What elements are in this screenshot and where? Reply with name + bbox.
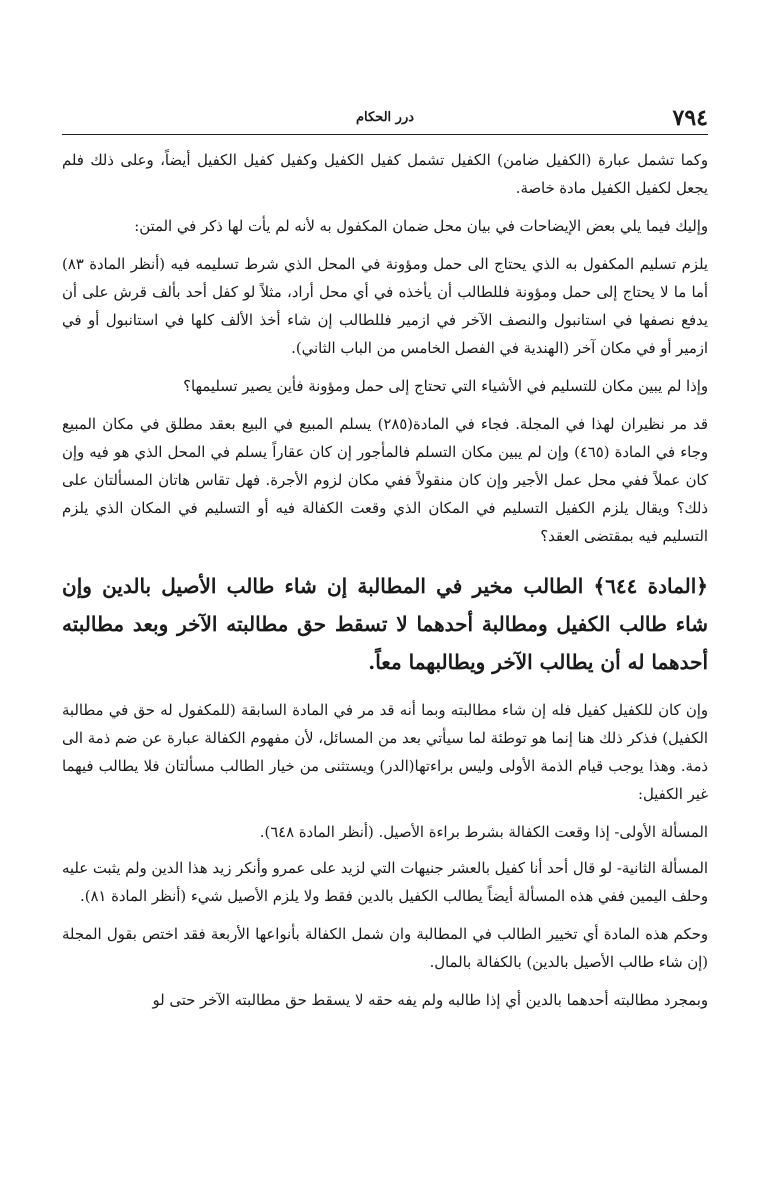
page-body [62, 135, 708, 1015]
page-number: ٧٩٤ [672, 105, 708, 131]
commentary-paragraph: وبمجرد مطالبته أحدهما بالدين أي إذا طالبه ولم يفه حقه لا يسقط حق مطالبته الآخر حتى لو [152, 992, 708, 1009]
running-title: درر الحكام [355, 110, 415, 125]
article-text: الطالب مخير في المطالبة إن شاء طالب الأصيل بالدين وإن شاء طالب الكفيل ومطالبة أحدهما لا تسقط حق مطالبته الآخر وبعد مطالبته أحدهما له أن يطالب الآخر ويطالبهما معاً. [62, 574, 708, 674]
paragraph: وإذا لم يبين مكان للتسليم في الأشياء التي تحتاج إلى حمل ومؤونة فأين يصير تسليمها؟ [183, 378, 708, 395]
article-label: ﴿المادة ٦٤٤﴾ [593, 574, 709, 598]
paragraph: يلزم تسليم المكفول به الذي يحتاج الى حمل ومؤونة في المحل الذي شرط تسليمه فيه (أنظر المادة ٨٣) أما ما لا يحتاج إلى حمل ومؤونة فللطالب أن يأخذه في أي محل أراد، مثلاً لو كفل أحد بألف قرش على أن يدفع نصفها في استانبول والنصف الآخر في ازمير فللطالب إن شاء أخذ الألف كلها في استانبول أو في ازمير أو في مكان آخر (الهندية في الفصل الخامس من الباب الثاني). [62, 256, 708, 357]
page-header [62, 104, 708, 135]
document-page [62, 104, 708, 1025]
paragraph: وإليك فيما يلي بعض الإيضاحات في بيان محل ضمان المكفول به لأنه لم يأت لها ذكر في المتن: [134, 218, 708, 235]
commentary-paragraph: وإن كان للكفيل كفيل فله إن شاء مطالبته وبما أنه قد مر في المادة السابقة (للمكفول له حق في مطالبة الكفيل) فذكر ذلك هنا إنما هو توطئة لما سيأتي بعد من المسائل، لأن مفهوم الكفالة عبارة عن ضم ذمة الى ذمة. وهذا يوجب قيام الذمة الأولى وليس براءتها(الدر) ويستثنى من خيار الطالب مسألتان فلا يطالب فيهما غير الكفيل: [62, 702, 708, 803]
article-644 [62, 567, 708, 681]
paragraph: قد مر نظيران لهذا في المجلة. فجاء في المادة(٢٨٥) يسلم المبيع في البيع بعقد مطلق في مكان المبيع وجاء في المادة (٤٦٥) وإن لم يبين مكان التسلم فالمأجور إن كان عقاراً يسلم في المحل الذي هو فيه وإن كان عملاً ففي محل عمل الأجير وإن كان منقولاً ففي مكان لزوم الأجرة. فهل تقاس هاتان المسألتان على ذلك؟ ويقال يلزم الكفيل التسليم في المكان الذي وقعت الكفالة فيه أو التسليم في المكان الذي يلزم التسليم فيه بمقتضى العقد؟ [62, 416, 708, 545]
commentary-paragraph: المسألة الأولى- إذا وقعت الكفالة بشرط براءة الأصيل. (أنظر المادة ٦٤٨). [259, 824, 708, 841]
paragraph: وكما تشمل عبارة (الكفيل ضامن) الكفيل تشمل كفيل الكفيل وكفيل كفيل الكفيل أيضاً، وعلى ذلك فلم يجعل لكفيل الكفيل مادة خاصة. [62, 152, 708, 197]
commentary-paragraph: المسألة الثانية- لو قال أحد أنا كفيل بالعشر جنيهات التي لزيد على عمرو وأنكر زيد هذا الدين ولم يثبت عليه وحلف اليمين ففي هذه المسألة أيضاً يطالب الكفيل بالدين فقط ولا يلزم الأصيل شيء (أنظر المادة ٨١). [62, 860, 708, 905]
commentary-paragraph: وحكم هذه المادة أي تخيير الطالب في المطالبة وان شمل الكفالة بأنواعها الأربعة فقد اختص بقول المجلة (إن شاء طالب الأصيل بالدين) بالكفالة بالمال. [62, 926, 708, 971]
